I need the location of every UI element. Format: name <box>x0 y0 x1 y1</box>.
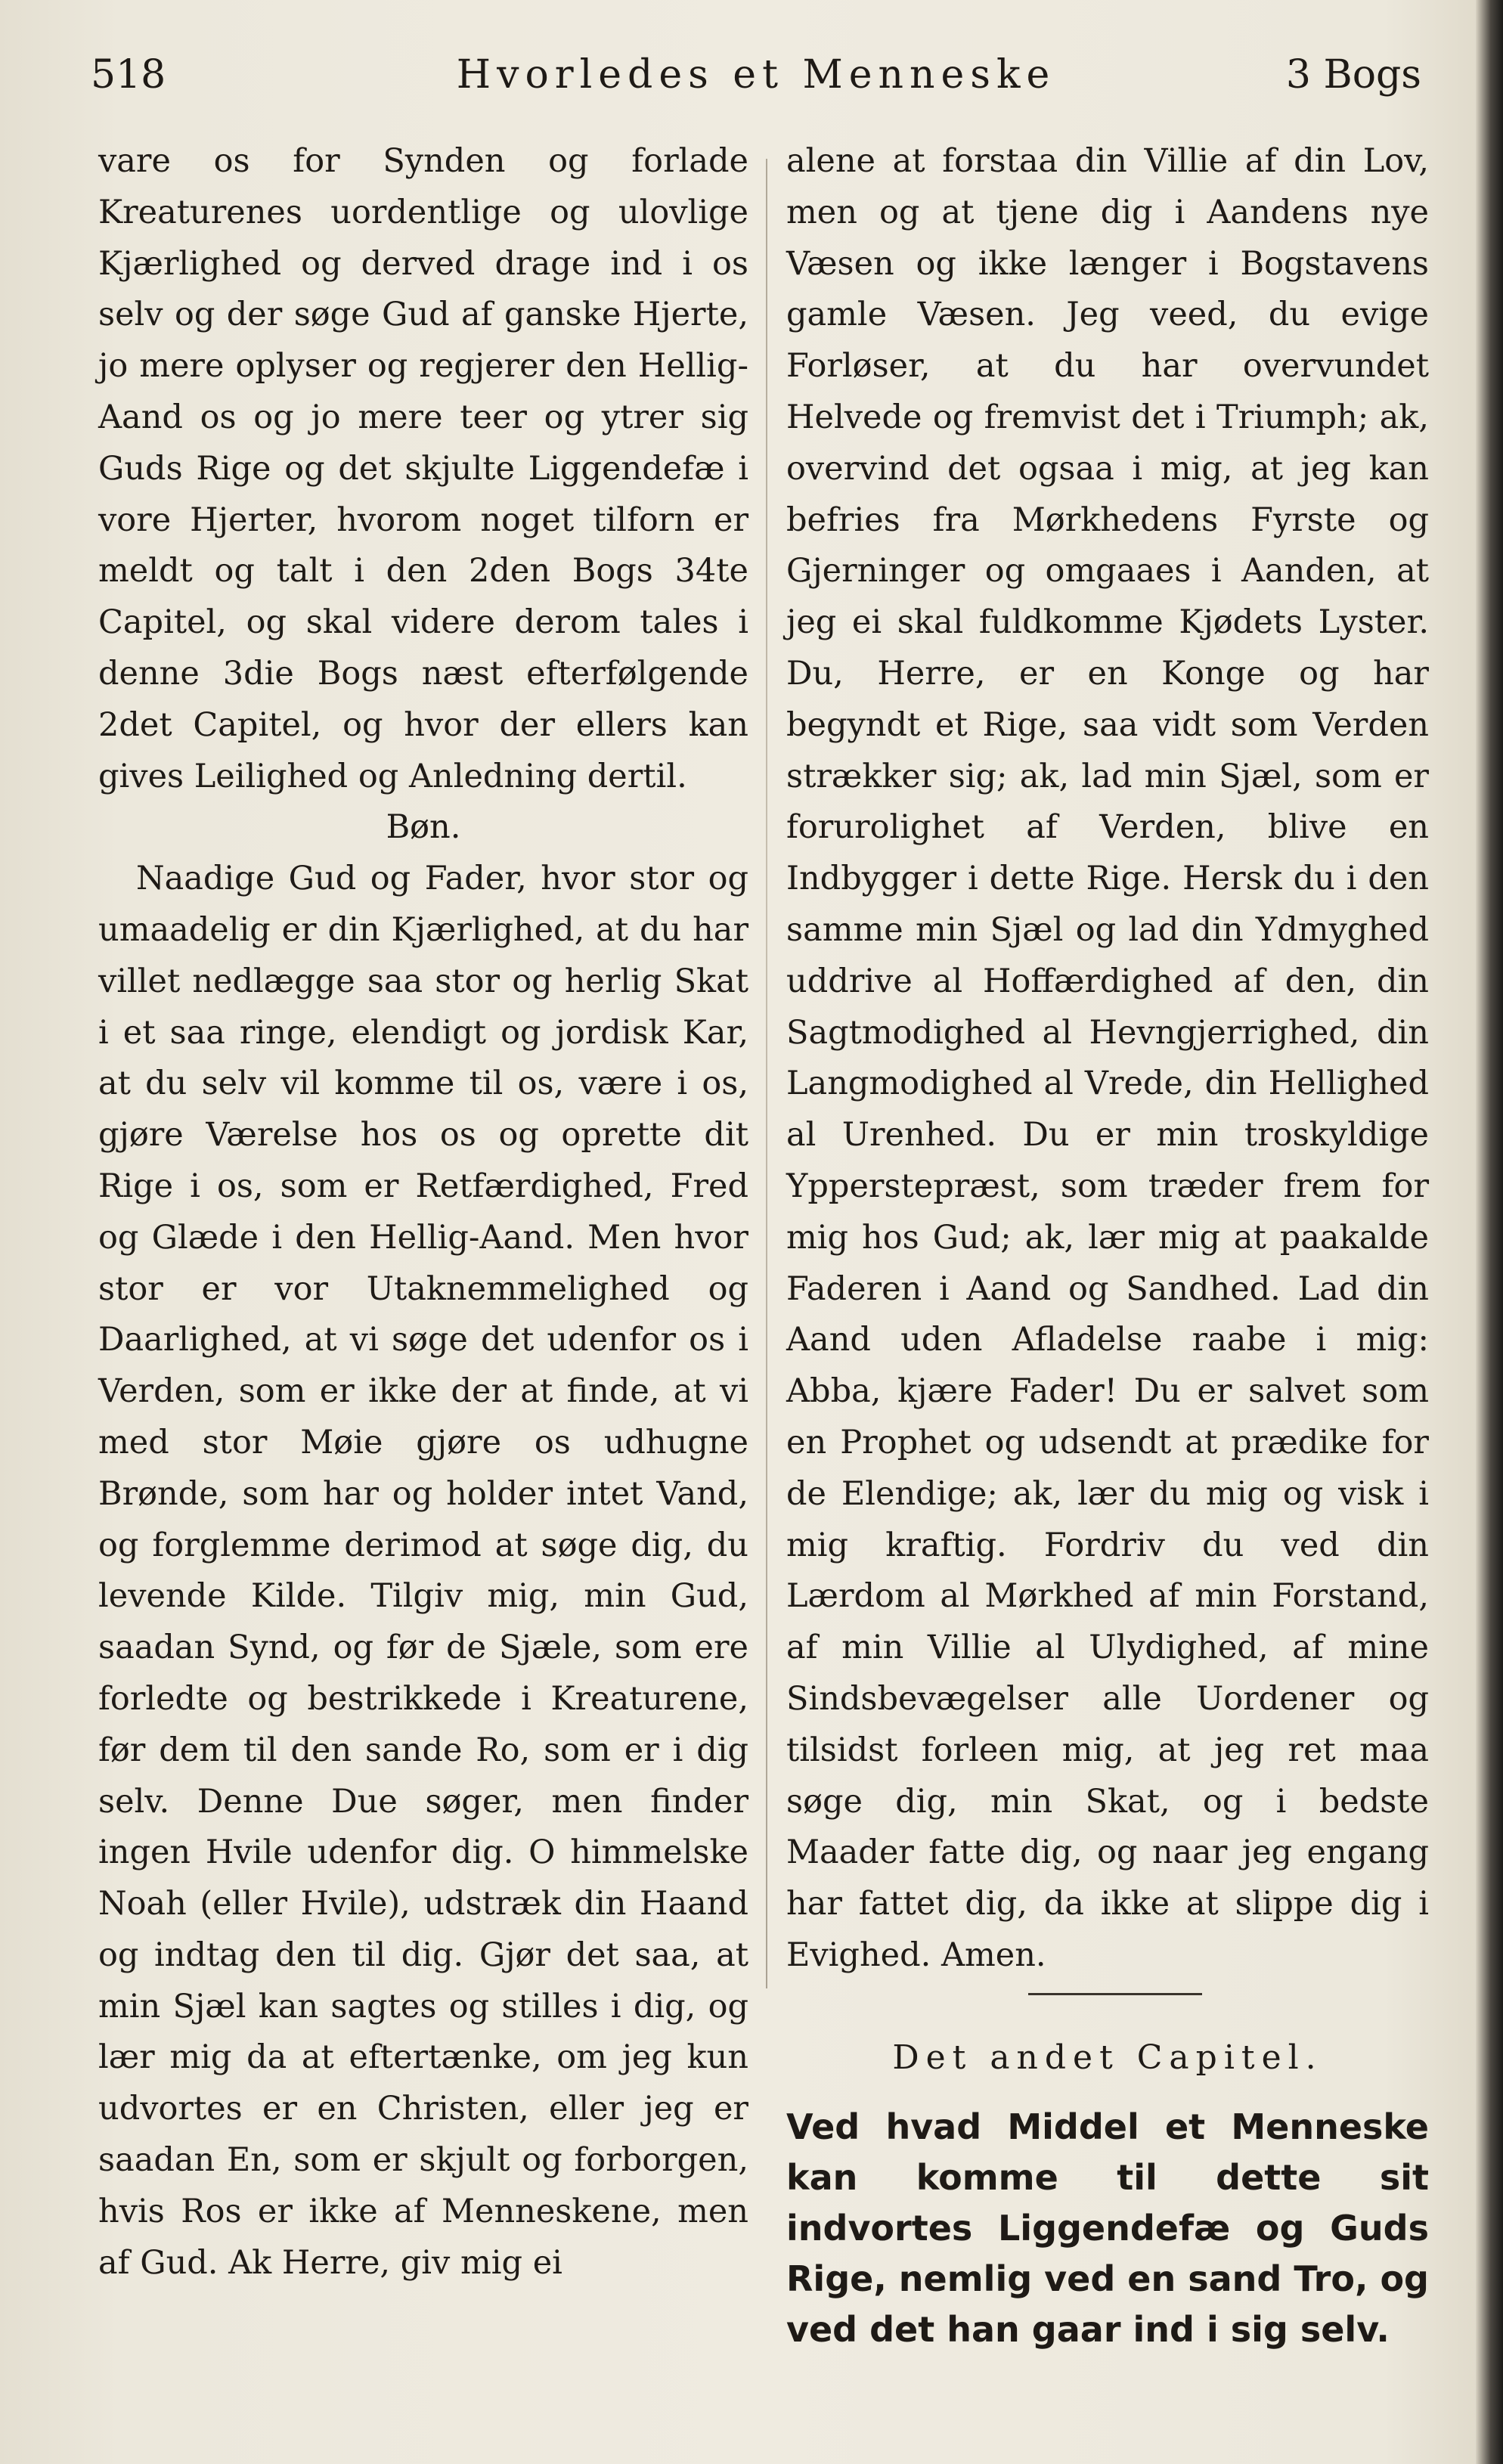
running-header <box>91 41 1421 109</box>
chapter-title: Det andet Capitel. <box>892 2038 1323 2077</box>
section-label: 3 Bogs <box>1285 52 1421 98</box>
column-divider <box>766 159 767 1988</box>
prayer-heading: Bøn. <box>386 808 461 847</box>
right-paragraph-1: alene at forstaa din Villie af din Lov, men og at tjene dig i Aandens nye Væsen og ikke længer i Bogstavens gamle Væsen. Jeg veed, du evige Forløser, at du har overvundet Helvede og fremvist det i Triumph; ak, overvind det ogsaa i mig, at jeg kan befries fra Mørkhedens Fyrste og Gjerninger og omgaaes i Aanden, at jeg ei skal fuldkomme Kjødets Lyster. Du, Herre, er en Konge og har begyndt et Rige, saa vidt som Verden strækker sig; ak, lad min Sjæl, som er forurolighet af Verden, blive en Indbygger i dette Rige. Hersk du i den samme min Sjæl og lad din Ydmyghed uddrive al Hoffærdighed af den, din Sagtmodighed al Hevngjerrighed, din Langmodighed al Vrede, din Hellighed al Urenhed. Du er min troskyldige Ypperstepræst, som træder frem for mig hos Gud; ak, lær mig at paakalde Faderen i Aand og Sandhed. Lad din Aand uden Afladelse raabe i mig: Abba, kjære Fader! Du er salvet som en Prophet og udsendt at prædike for de Elendige; ak, lær du mig og visk i mig kraftig. Fordriv du ved din Lærdom al Mørkhed af min Forstand, af min Villie al Ulydighed, af mine Sindsbevægelser alle Uordener og tilsidst forleen mig, at jeg ret maa søge dig, min Skat, og i bedste Maader fatte dig, og naar jeg engang har fattet dig, da ikke at slippe dig i Evighed. Amen. <box>786 142 1429 1974</box>
right-column <box>786 136 1429 1982</box>
left-column <box>98 136 748 2289</box>
page-number: 518 <box>91 52 166 98</box>
left-paragraph-1: vare os for Synden og forlade Kreaturenes uordentlige og ulovlige Kjærlighed og derved drage ind i os selv og der søge Gud af ganske Hjerte, jo mere oplyser og regjerer den Hellig-Aand os og jo mere teer og ytrer sig Guds Rige og det skjulte Liggendefæ i vore Hjerter, hvorom noget tilforn er meldt og talt i den 2den Bogs 34te Capitel, og skal videre derom tales i denne 3die Bogs næst efterfølgende 2det Capitel, og hvor der ellers kan gives Leilighed og Anledning dertil. <box>98 142 748 795</box>
chapter-summary: Ved hvad Middel et Menneske kan komme til dette sit indvortes Liggendefæ og Guds Rige, nemlig ved en sand Tro, og ved det han gaar ind i sig selv. <box>786 2106 1429 2350</box>
left-paragraph-2: Naadige Gud og Fader, hvor stor og umaadelig er din Kjærlighed, at du har villet nedlægge saa stor og herlig Skat i et saa ringe, elendigt og jordisk Kar, at du selv vil komme til os, være i os, gjøre Værelse hos os og oprette dit Rige i os, som er Retfærdighed, Fred og Glæde i den Hellig-Aand. Men hvor stor er vor Utaknemmelighed og Daarlighed, at vi søge det udenfor os i Verden, som er ikke der at finde, at vi med stor Møie gjøre os udhugne Brønde, som har og holder intet Vand, og forglemme derimod at søge dig, du levende Kilde. Tilgiv mig, min Gud, saadan Synd, og før de Sjæle, som ere forledte og bestrikkede i Kreaturene, før dem til den sande Ro, som er i dig selv. Denne Due søger, men finder ingen Hvile udenfor dig. O himmelske Noah (eller Hvile), udstræk din Haand og indtag den til dig. Gjør det saa, at min Sjæl kan sagtes og stilles i dig, og lær mig da at eftertænke, om jeg kun udvortes er en Christen, eller jeg er saadan En, som er skjult og forborgen, hvis Ros er ikke af Menneskene, men af Gud. Ak Herre, giv mig ei <box>98 860 748 2282</box>
page-edge <box>1476 0 1503 2464</box>
chapter-rule <box>1028 1993 1202 1995</box>
running-title: Hvorledes et Menneske <box>456 52 1056 98</box>
